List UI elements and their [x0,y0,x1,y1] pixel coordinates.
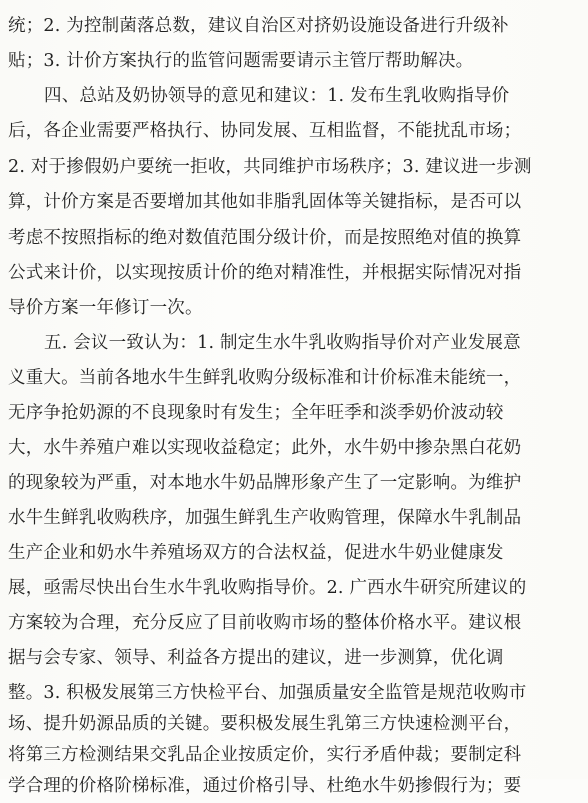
text-line: 统；2. 为控制菌落总数，建议自治区对挤奶设施设备进行升级补 [8,16,509,36]
text-line: 无序争抢奶源的不良现象时有发生；全年旺季和淡季奶价波动较 [8,403,504,423]
text-line: 大，水牛养殖户难以实现收益稳定；此外，水牛奶中掺杂黑白花奶 [8,438,522,458]
section-five-heading-line: 五. 会议一致认为：1. 制定生水牛乳收购指导价对产业发展意 [44,333,521,353]
text-line: 算，计价方案是否要增加其他如非脂乳固体等关键指标，是否可以 [8,192,522,212]
text-line: 将第三方检测结果交乳品企业按质定价，实行矛盾仲裁；要制定科 [8,745,522,765]
text-line: 学合理的价格阶梯标准，通过价格引导、杜绝水牛奶掺假行为；要 [8,776,522,796]
text-line: 公式来计价，以实现按质计价的绝对精准性，并根据实际情况对指 [8,263,522,283]
text-line: 贴；3. 计价方案执行的监管问题需要请示主管厅帮助解决。 [8,51,474,71]
text-line: 整。3. 积极发展第三方快检平台、加强质量安全监管是规范收购市 [8,683,527,703]
text-line: 后，各企业需要严格执行、协同发展、互相监督，不能扰乱市场； [8,121,522,141]
text-line: 展，亟需尽快出台生水牛乳收购指导价。2. 广西水牛研究所建议的 [8,578,527,598]
text-line: 2. 对于掺假奶户要统一拒收，共同维护市场秩序；3. 建议进一步测 [8,157,532,177]
text-line: 据与会专家、领导、利益各方提出的建议，进一步测算，优化调 [8,648,504,668]
section-four-heading-line: 四、总站及奶协领导的意见和建议：1. 发布生乳收购指导价 [44,86,510,106]
text-line: 导价方案一年修订一次。 [8,298,203,318]
text-line: 考虑不按照指标的绝对数值范围分级计价，而是按照绝对值的换算 [8,228,522,248]
text-line: 的现象较为严重，对本地水牛奶品牌形象产生了一定影响。为维护 [8,473,522,493]
text-line: 水牛生鲜乳收购秩序，加强生鲜乳生产收购管理，保障水牛乳制品 [8,508,522,528]
text-line: 生产企业和奶水牛养殖场双方的合法权益，促进水牛奶业健康发 [8,543,504,563]
text-line: 义重大。当前各地水牛生鲜乳收购分级标准和计价标准未能统一， [8,368,522,388]
text-line: 方案较为合理，充分反应了目前收购市场的整体价格水平。建议根 [8,613,522,633]
text-line: 场、提升奶源品质的关键。要积极发展生乳第三方快速检测平台， [8,714,522,734]
